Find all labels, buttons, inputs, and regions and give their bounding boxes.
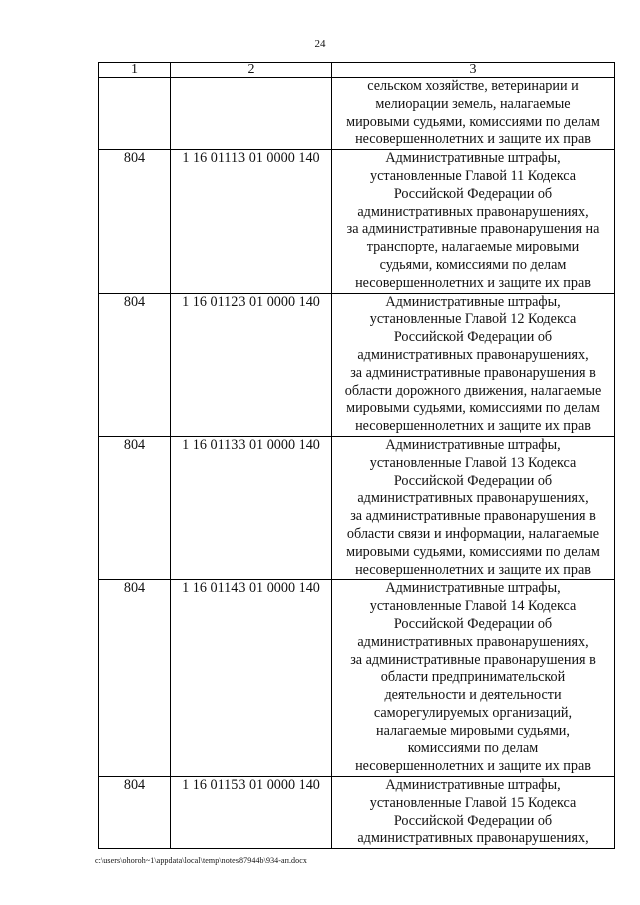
description-line: Российской Федерации об [393,472,553,489]
kbk-code-cell: 1 16 01113 01 0000 140 [171,150,332,293]
column-header-3: 3 [332,63,615,78]
description-cell [332,580,615,777]
description-line: за административные правонарушения в [350,364,596,381]
description-line: налагаемые мировыми судьями, [376,722,570,739]
table-row [99,580,615,777]
description-line: области предпринимательской [380,669,566,686]
description-line: несовершеннолетних и защите их прав [355,561,591,578]
description-line: транспорте, налагаемые мировыми [366,239,580,256]
description-line: судьями, комиссиями по делам [379,256,567,273]
description-line: саморегулируемых организаций, [373,704,573,721]
description-cell [332,293,615,436]
column-header-2: 2 [171,63,332,78]
column-header-1: 1 [99,63,171,78]
description-line: за административные правонарушения в [350,508,596,525]
description-line: несовершеннолетних и защите их прав [355,131,591,148]
description-line: области связи и информации, налагаемые [346,525,600,542]
description-line: Административные штрафы, [385,150,561,167]
description-line: установленные Главой 12 Кодекса [369,311,577,328]
admin-code-cell: 804 [99,580,171,777]
description-line: установленные Главой 15 Кодекса [369,794,577,811]
description-line: комиссиями по делам [407,740,539,757]
table-row [99,436,615,579]
description-line: административных правонарушениях, [357,490,589,507]
description-line: Административные штрафы, [385,777,561,794]
table-header-row [99,63,615,78]
budget-codes-table [98,62,615,849]
description-line: мировыми судьями, комиссиями по делам [346,400,600,417]
description-line: Российской Федерации об [393,185,553,202]
kbk-code-cell [171,78,332,150]
page-number: 24 [314,38,326,50]
description-cell [332,777,615,849]
description-line: мировыми судьями, комиссиями по делам [346,113,600,130]
description-line: административных правонарушениях, [357,346,589,363]
kbk-code-cell: 1 16 01123 01 0000 140 [171,293,332,436]
kbk-code-cell: 1 16 01153 01 0000 140 [171,777,332,849]
description-line: за административные правонарушения на [346,221,600,238]
description-line: несовершеннолетних и защите их прав [355,274,591,291]
description-line: административных правонарушениях, [357,830,589,847]
description-line: несовершеннолетних и защите их прав [355,418,591,435]
admin-code-cell: 804 [99,150,171,293]
admin-code-cell [99,78,171,150]
description-line: мировыми судьями, комиссиями по делам [346,543,600,560]
description-line: Административные штрафы, [385,293,561,310]
description-cell [332,150,615,293]
table-row [99,777,615,849]
description-line: установленные Главой 14 Кодекса [369,598,577,615]
description-line: мелиорации земель, налагаемые [375,95,571,112]
admin-code-cell: 804 [99,436,171,579]
admin-code-cell: 804 [99,777,171,849]
table-body [99,78,615,849]
table-row [99,293,615,436]
description-line: Российской Федерации об [393,329,553,346]
description-cell [332,78,615,150]
description-line: административных правонарушениях, [357,203,589,220]
description-line: Административные штрафы, [385,436,561,453]
description-line: сельском хозяйстве, ветеринарии и [367,78,579,94]
admin-code-cell: 804 [99,293,171,436]
description-line: деятельности и деятельности [384,687,562,704]
description-line: несовершеннолетних и защите их прав [355,758,591,775]
description-cell [332,436,615,579]
description-line: области дорожного движения, налагаемые [344,382,602,399]
table-row [99,150,615,293]
kbk-code-cell: 1 16 01133 01 0000 140 [171,436,332,579]
kbk-code-cell: 1 16 01143 01 0000 140 [171,580,332,777]
description-line: Административные штрафы, [385,580,561,597]
description-line: Российской Федерации об [393,615,553,632]
footer-file-path: c:\users\ohoroh~1\appdata\local\temp\notes87944b\934-ап.docx [95,856,308,865]
description-line: за административные правонарушения в [350,651,596,668]
description-line: установленные Главой 13 Кодекса [369,454,577,471]
description-line: административных правонарушениях, [357,633,589,650]
description-line: установленные Главой 11 Кодекса [369,167,576,184]
description-line: Российской Федерации об [393,812,553,829]
table-row-continuation [99,78,615,150]
